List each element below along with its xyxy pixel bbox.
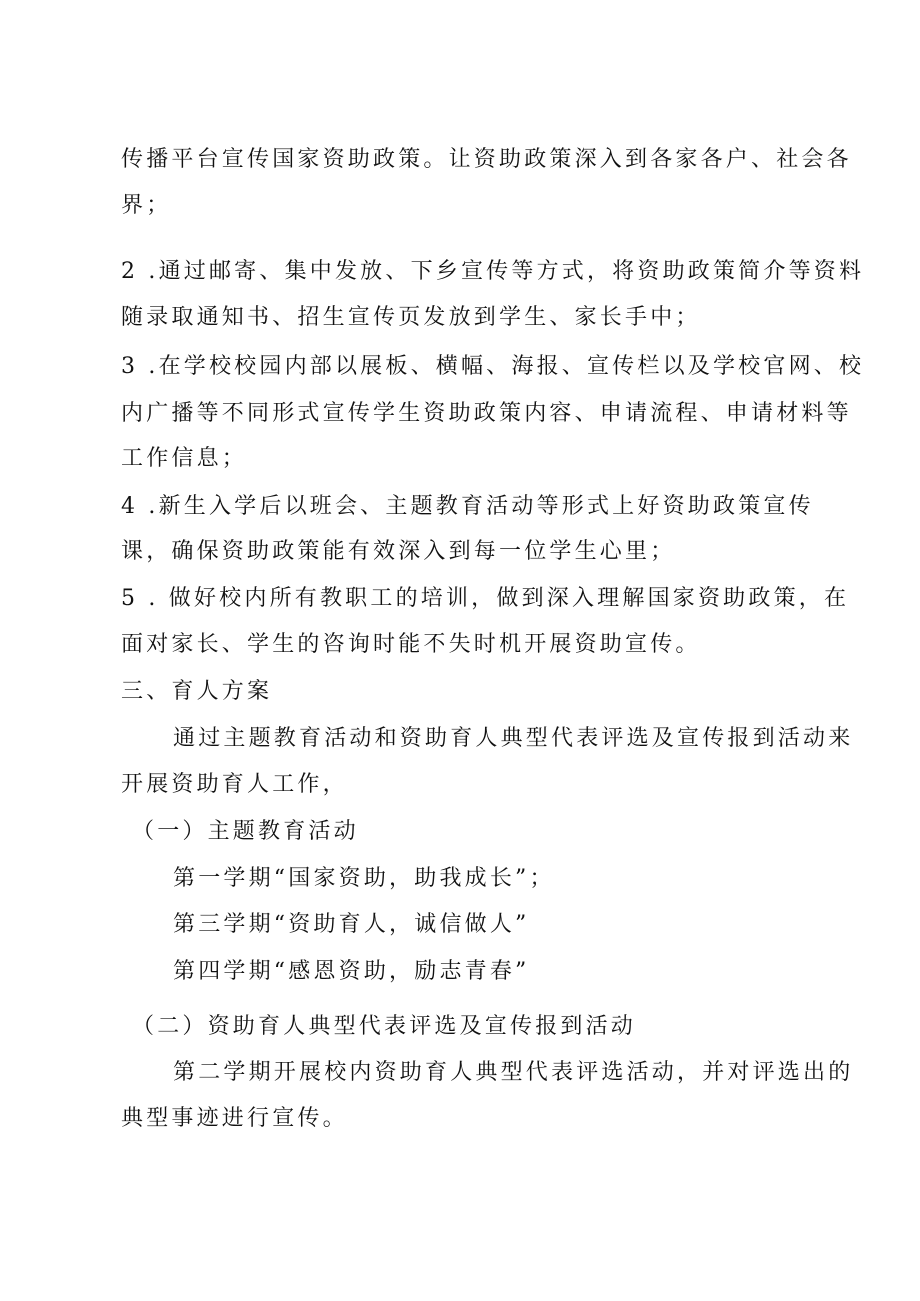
list-item-4-line: 4 .新生入学后以班会、主题教育活动等形式上好资助政策宣传 (121, 494, 814, 519)
list-item-2-line: 2 .通过邮寄、集中发放、下乡宣传等方式，将资助政策简介等资料 (121, 259, 865, 284)
paragraph-line: 开展资助育人工作， (121, 772, 348, 797)
section-heading: 三、育人方案 (121, 679, 273, 704)
list-item-3-line: 工作信息； (121, 446, 248, 471)
list-item-3-line: 3 .在学校校园内部以展板、横幅、海报、宣传栏以及学校官网、校 (121, 354, 865, 379)
list-item-5-line: 5 . 做好校内所有教职工的培训，做到深入理解国家资助政策，在 (121, 586, 850, 611)
paragraph-line: 通过主题教育活动和资助育人典型代表评选及宣传报到活动来 (173, 726, 854, 751)
list-item-4-line: 课，确保资助政策能有效深入到每一位学生心里； (121, 539, 676, 564)
list-item-3-line: 内广播等不同形式宣传学生资助政策内容、申请流程、申请材料等 (121, 401, 852, 426)
paragraph-line: 第二学期开展校内资助育人典型代表评选活动，并对评选出的 (173, 1060, 854, 1085)
paragraph-line: 传播平台宣传国家资助政策。让资助政策深入到各家各户、社会各 (121, 147, 852, 172)
activity-item: 第一学期“国家资助，助我成长”； (173, 866, 555, 891)
subsection-heading: （二）资助育人典型代表评选及宣传报到活动 (132, 1014, 637, 1039)
paragraph-line: 典型事迹进行宣传。 (121, 1106, 348, 1131)
activity-item: 第三学期“资助育人，诚信做人” (173, 912, 530, 937)
activity-item: 第四学期“感恩资助，励志青春” (173, 959, 530, 984)
list-item-5-line: 面对家长、学生的咨询时能不失时机开展资助宣传。 (121, 632, 701, 657)
list-item-2-line: 随录取通知书、招生宣传页发放到学生、家长手中； (121, 305, 701, 330)
paragraph-line: 界； (121, 193, 172, 218)
subsection-heading: （一）主题教育活动 (132, 819, 359, 844)
